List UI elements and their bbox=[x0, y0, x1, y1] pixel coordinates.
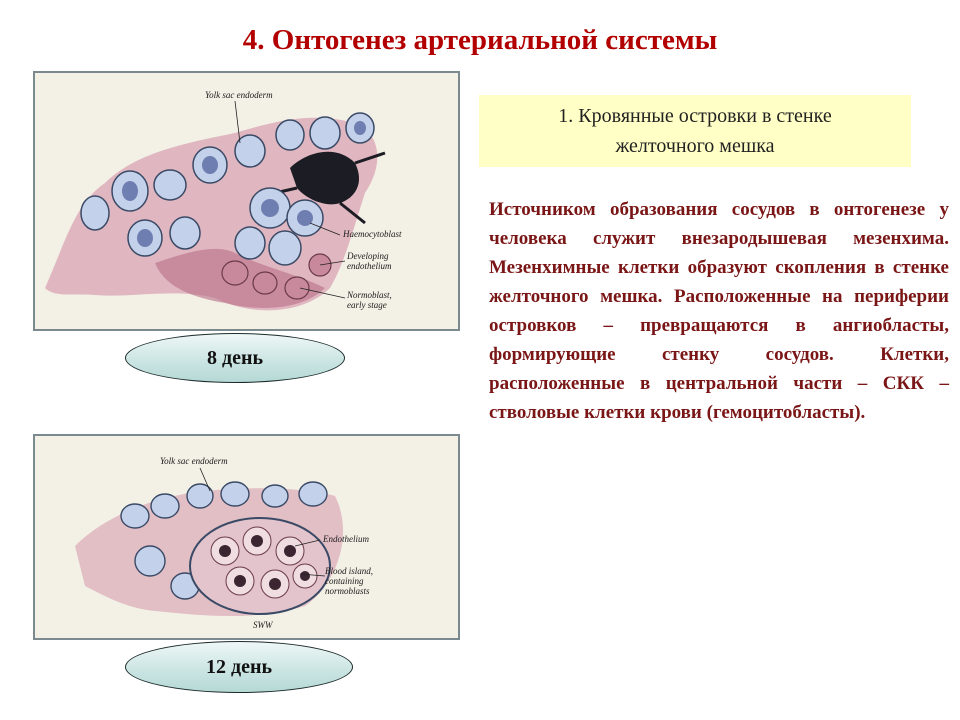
histology-figure-12-day bbox=[33, 434, 460, 640]
label-containing: containing bbox=[325, 576, 364, 586]
artist-signature: SWW bbox=[253, 620, 273, 630]
highlight-box bbox=[479, 95, 911, 167]
histology-figure-8-day bbox=[33, 71, 460, 331]
page-title: 4. Онтогенез артериальной системы bbox=[242, 24, 718, 56]
label-normoblast: Normoblast, bbox=[347, 290, 392, 300]
highlight-line-1: 1. Кровянные островки в стенке bbox=[558, 105, 832, 127]
label-normoblasts: normoblasts bbox=[325, 586, 370, 596]
label-yolk-sac-endoderm: Yolk sac endoderm bbox=[205, 90, 273, 100]
caption-12-day: 12 день bbox=[125, 641, 353, 693]
label-endothelium-12: Endothelium bbox=[323, 534, 369, 544]
label-endothelium: endothelium bbox=[347, 261, 392, 271]
body-paragraph: Источником образования сосудов в онтогенезе у человека служит внезародышевая мезенхима. Мезенхимные клетки образуют скопления в стенке желточного мешка. Расположенные на периферии островков – превращаются в ангиобласты, формирующие стенку сосудов. Клетки, расположенные в центральной части – СКК – стволовые клетки крови (гемоцитобласты). bbox=[489, 199, 949, 423]
label-haemocytoblast: Haemocytoblast bbox=[343, 229, 402, 239]
histology-illustration-8-day bbox=[35, 73, 458, 329]
label-developing: Developing bbox=[347, 251, 389, 261]
histology-illustration-12-day bbox=[35, 436, 458, 638]
caption-8-day: 8 день bbox=[125, 333, 345, 383]
highlight-line-2: желточного мешка bbox=[615, 135, 775, 157]
label-early-stage: early stage bbox=[347, 300, 387, 310]
label-yolk-sac-endoderm-12: Yolk sac endoderm bbox=[160, 456, 228, 466]
label-blood-island: Blood island, bbox=[325, 566, 374, 576]
